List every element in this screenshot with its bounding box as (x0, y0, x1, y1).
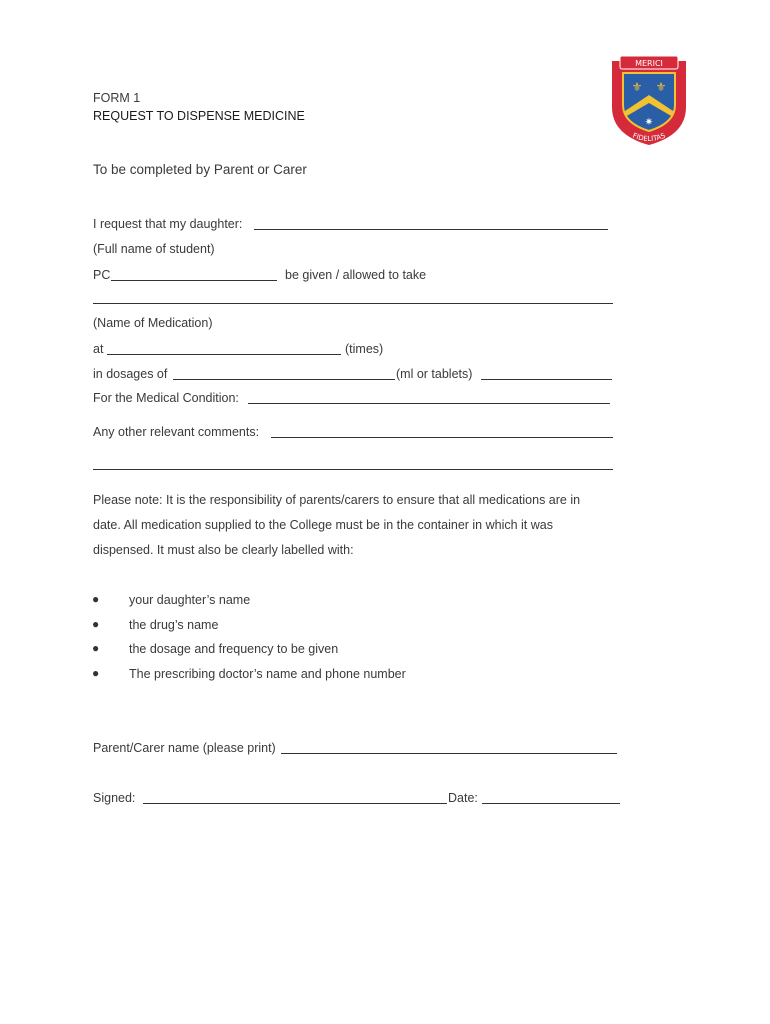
list-item: your daughter’s name (129, 593, 251, 607)
pc-field[interactable] (111, 280, 277, 281)
form-number: FORM 1 (93, 91, 141, 105)
date-label: Date: (448, 791, 478, 805)
medication-name-field[interactable] (93, 303, 613, 304)
condition-field[interactable] (248, 403, 610, 404)
signed-label: Signed: (93, 791, 136, 805)
times-field[interactable] (107, 354, 341, 355)
times-label: (times) (345, 342, 384, 356)
dosage-extra-field[interactable] (481, 379, 612, 380)
pc-label: PC (93, 268, 111, 282)
bullet-icon: ● (92, 617, 100, 631)
list-item: the dosage and frequency to be given (129, 642, 339, 656)
dosage-field[interactable] (173, 379, 395, 380)
college-crest-logo (608, 55, 690, 147)
svg-text:⚜: ⚜ (655, 80, 667, 94)
form-title: REQUEST TO DISPENSE MEDICINE (93, 109, 305, 123)
ml-label: (ml or tablets) (396, 367, 473, 381)
at-label: at (93, 342, 104, 356)
comments-field-line2[interactable] (93, 469, 613, 470)
parent-name-label: Parent/Carer name (please print) (93, 741, 276, 755)
full-name-note: (Full name of student) (93, 242, 215, 256)
bullet-icon: ● (92, 666, 100, 680)
parent-name-field[interactable] (281, 753, 617, 754)
condition-label: For the Medical Condition: (93, 391, 239, 405)
bullet-icon: ● (92, 641, 100, 655)
dosage-label: in dosages of (93, 367, 168, 381)
note-line-2: date. All medication supplied to the College must be in the container in which it was (93, 518, 553, 532)
svg-text:⚜: ⚜ (631, 80, 643, 94)
comments-label: Any other relevant comments: (93, 425, 260, 439)
bullet-icon: ● (92, 592, 100, 606)
list-item: The prescribing doctor’s name and phone number (129, 667, 406, 681)
svg-text:✷: ✷ (644, 117, 654, 128)
signature-field[interactable] (143, 803, 447, 804)
allowed-label: be given / allowed to take (285, 268, 427, 282)
daughter-label: I request that my daughter: (93, 217, 243, 231)
crest-bottom-text: FIDELITAS (631, 131, 667, 144)
date-field[interactable] (482, 803, 620, 804)
note-line-3: dispensed. It must also be clearly labelled with: (93, 543, 354, 557)
daughter-name-field[interactable] (254, 229, 608, 230)
crest-top-text: MERICI (635, 59, 663, 68)
list-item: the drug’s name (129, 618, 219, 632)
medication-note: (Name of Medication) (93, 316, 213, 330)
note-line-1: Please note: It is the responsibility of parents/carers to ensure that all medications are in (93, 493, 581, 507)
form-subtitle: To be completed by Parent or Carer (93, 162, 307, 177)
comments-field[interactable] (271, 437, 613, 438)
